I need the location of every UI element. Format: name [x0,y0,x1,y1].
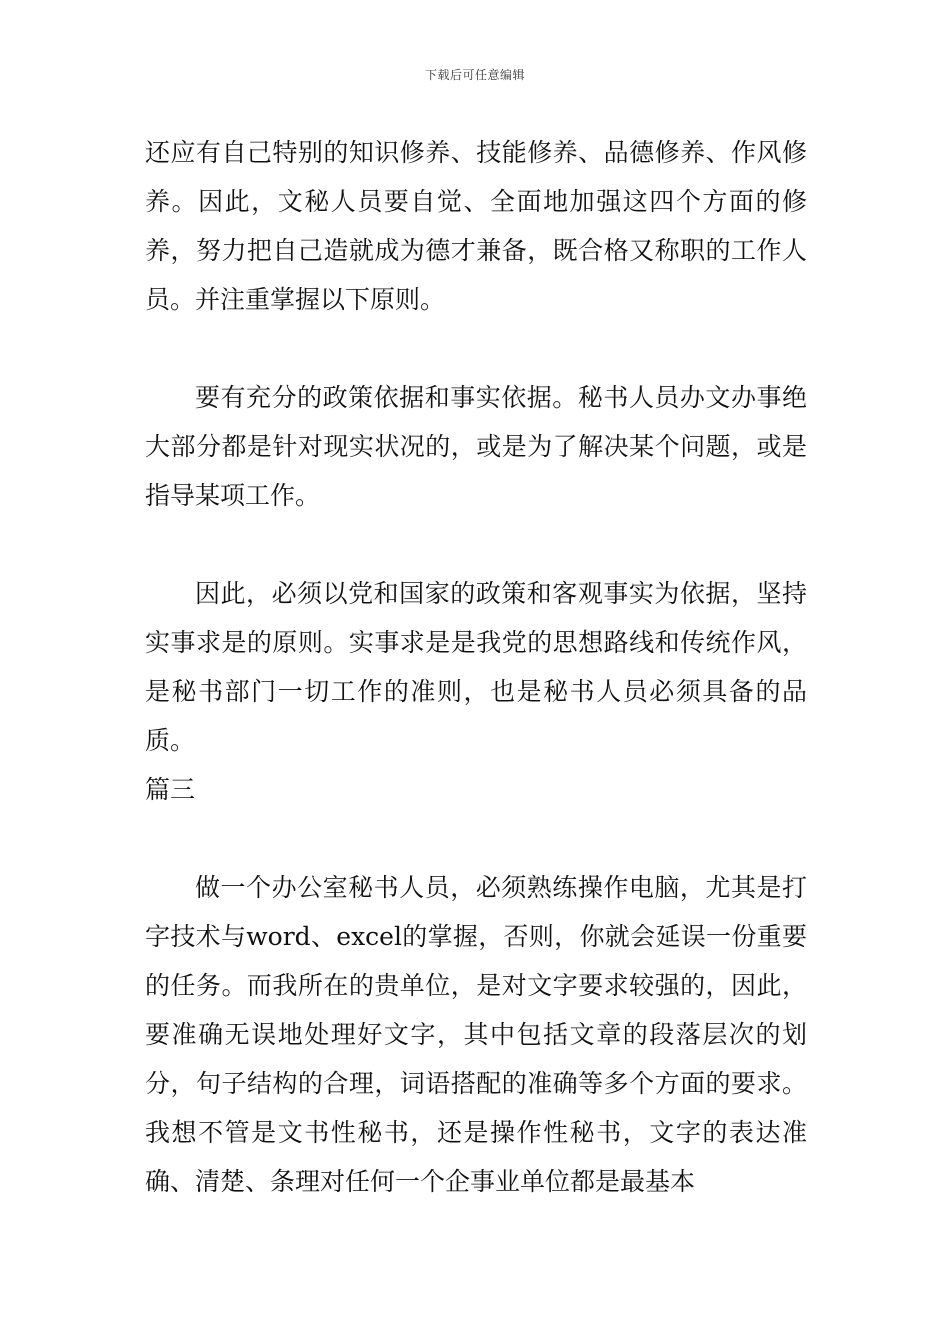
paragraph-3: 因此，必须以党和国家的政策和客观事实为依据，坚持实事求是的原则。实事求是是我党的思想路线和传统作风，是秘书部门一切工作的准则，也是秘书人员必须具备的品质。 [145,579,807,755]
paragraph-2: 要有充分的政策依据和事实依据。秘书人员办文办事绝大部分都是针对现实状况的，或是为了解决某个问题，或是指导某项工作。 [145,383,807,510]
page-header: 下载后可任意编辑 [424,68,525,82]
document-body [145,128,807,1206]
section-heading: 篇三 [145,775,196,804]
paragraph-4: 做一个办公室秘书人员，必须熟练操作电脑，尤其是打字技术与word、excel的掌握，否则，你就会延误一份重要的任务。而我所在的贵单位，是对文字要求较强的，因此，要准确无误地处理好文字，其中包括文章的段落层次的划分，句子结构的合理，词语搭配的准确等多个方面的要求。我想不管是文书性秘书，还是操作性秘书，文字的表达准确、清楚、条理对任何一个企事业单位都是最基本 [145,873,807,1196]
paragraph-1: 还应有自己特别的知识修养、技能修养、品德修养、作风修养。因此，文秘人员要自觉、全面地加强这四个方面的修养，努力把自己造就成为德才兼备，既合格又称职的工作人员。并注重掌握以下原则。 [145,138,807,314]
